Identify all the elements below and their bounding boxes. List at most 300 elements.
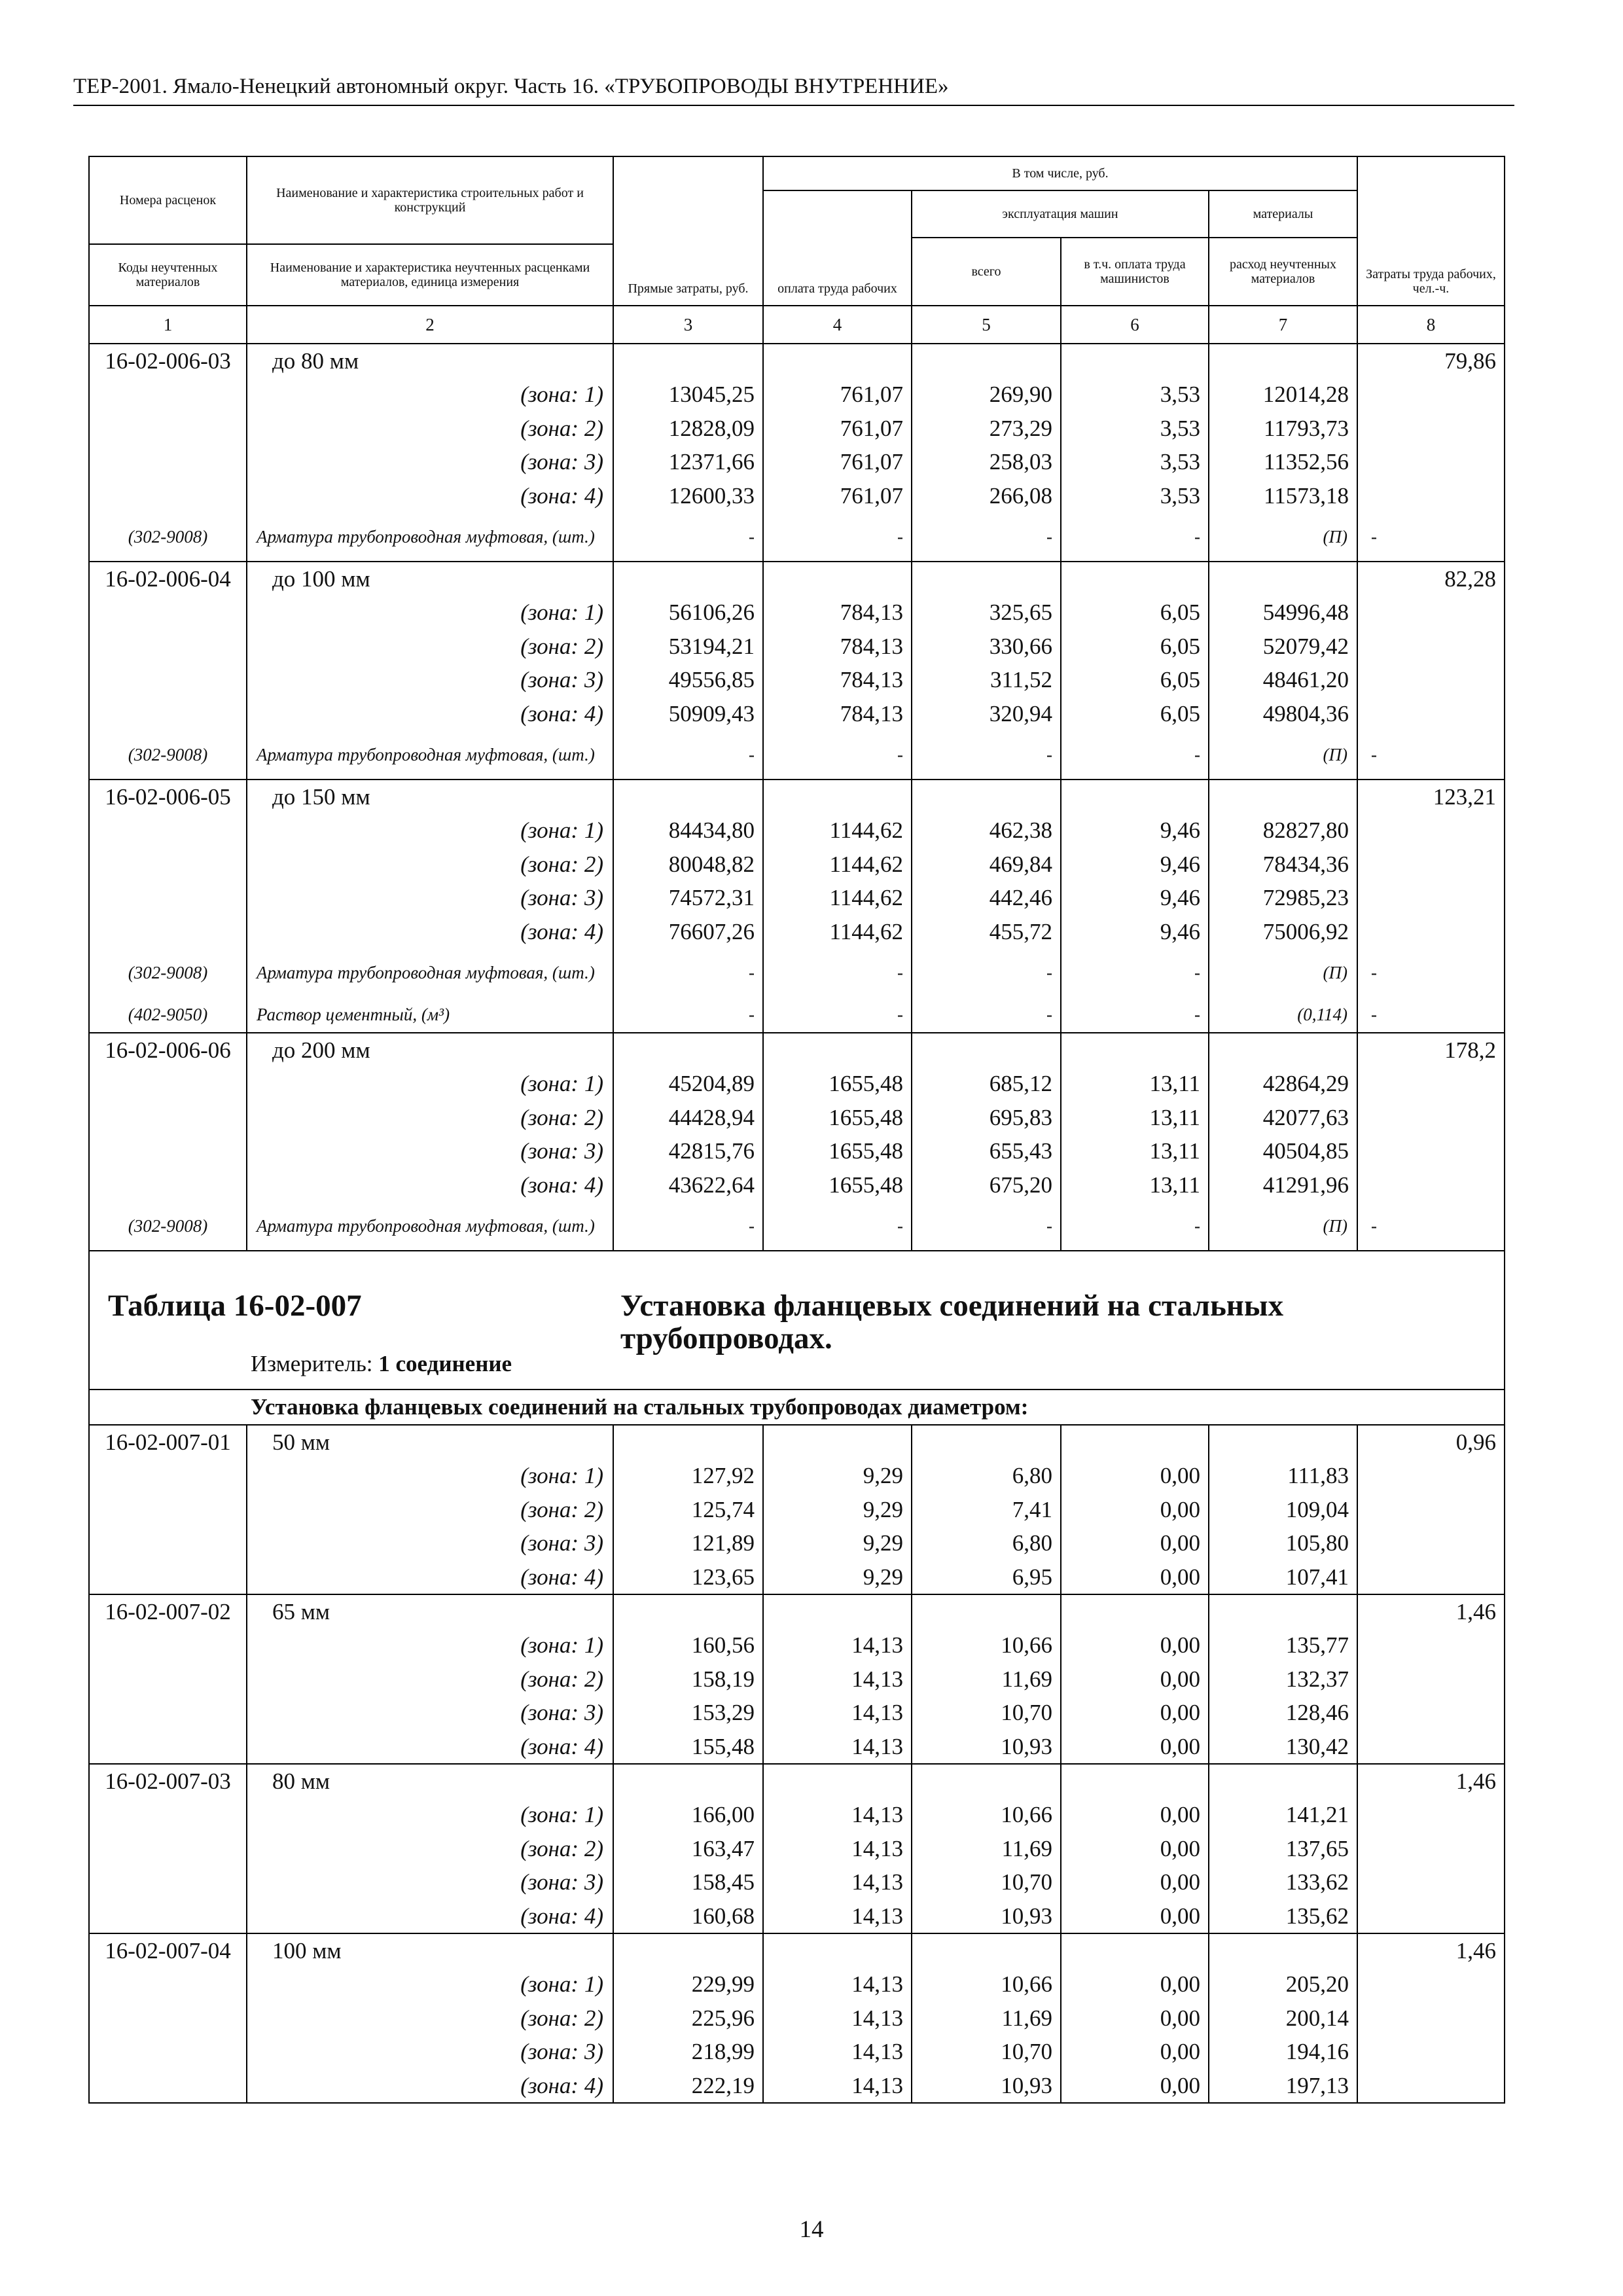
- materials-cost: 205,20: [1209, 1967, 1357, 2001]
- labor-cost: 82,28: [1357, 562, 1505, 596]
- zone-label: (зона: 3): [247, 445, 613, 479]
- empty-cell: [912, 344, 1061, 378]
- dash-cell: -: [763, 948, 912, 997]
- empty-cell: [1357, 2001, 1505, 2036]
- material-row: [89, 730, 1505, 780]
- empty-cell: [613, 1594, 763, 1628]
- empty-cell: [1357, 697, 1505, 731]
- materials-cost: 42864,29: [1209, 1067, 1357, 1101]
- materials-cost: 107,41: [1209, 1560, 1357, 1595]
- column-number: 1: [89, 306, 247, 344]
- workers-pay: 761,07: [763, 445, 912, 479]
- direct-cost: 123,65: [613, 1560, 763, 1595]
- machines-total: 266,08: [912, 479, 1061, 513]
- column-number: 5: [912, 306, 1061, 344]
- empty-cell: [1357, 479, 1505, 513]
- direct-cost: 12600,33: [613, 479, 763, 513]
- material-name: Арматура трубопроводная муфтовая, (шт.): [247, 1202, 613, 1251]
- header-machines-total: всего: [912, 238, 1061, 306]
- workers-pay: 14,13: [763, 1899, 912, 1934]
- material-row: [89, 997, 1505, 1033]
- materials-cost: 137,65: [1209, 1832, 1357, 1866]
- machines-total: 330,66: [912, 630, 1061, 664]
- machinists-pay: 6,05: [1061, 630, 1209, 664]
- empty-cell: [763, 1425, 912, 1459]
- direct-cost: 12828,09: [613, 412, 763, 446]
- empty-cell: [613, 780, 763, 814]
- rate-code: 16-02-006-05: [89, 780, 247, 814]
- labor-cost: 123,21: [1357, 780, 1505, 814]
- header-machines: эксплуатация машин: [912, 190, 1209, 238]
- rate-code: 16-02-007-01: [89, 1425, 247, 1459]
- dash-cell: -: [1357, 1202, 1505, 1251]
- zone-row: [89, 2001, 1505, 2036]
- machinists-pay: 6,05: [1061, 697, 1209, 731]
- rate-name: до 80 мм: [247, 344, 613, 378]
- zone-row: [89, 1493, 1505, 1527]
- column-number: 8: [1357, 306, 1505, 344]
- empty-cell: [1357, 1101, 1505, 1135]
- empty-cell: [1357, 663, 1505, 697]
- zone-row: [89, 1967, 1505, 2001]
- zone-label: (зона: 4): [247, 915, 613, 949]
- direct-cost: 127,92: [613, 1459, 763, 1493]
- zone-label: (зона: 4): [247, 2069, 613, 2104]
- empty-cell: [613, 344, 763, 378]
- empty-cell: [1357, 1730, 1505, 1765]
- zone-row: [89, 445, 1505, 479]
- empty-cell: [89, 663, 247, 697]
- empty-cell: [1357, 1067, 1505, 1101]
- material-row: [89, 512, 1505, 562]
- machines-total: 685,12: [912, 1067, 1061, 1101]
- empty-cell: [1061, 1033, 1209, 1067]
- dash-cell: -: [1357, 730, 1505, 780]
- direct-cost: 225,96: [613, 2001, 763, 2036]
- empty-cell: [89, 1134, 247, 1168]
- rate-code: 16-02-006-04: [89, 562, 247, 596]
- material-name: Раствор цементный, (м³): [247, 997, 613, 1033]
- machinists-pay: 3,53: [1061, 412, 1209, 446]
- machinists-pay: 0,00: [1061, 1967, 1209, 2001]
- workers-pay: 14,13: [763, 1696, 912, 1730]
- zone-label: (зона: 2): [247, 412, 613, 446]
- zone-label: (зона: 4): [247, 1730, 613, 1765]
- zone-row: [89, 1899, 1505, 1934]
- zone-row: [89, 2069, 1505, 2104]
- materials-cost: 52079,42: [1209, 630, 1357, 664]
- machinists-pay: 0,00: [1061, 1899, 1209, 1934]
- zone-label: (зона: 3): [247, 1865, 613, 1899]
- materials-cost: 54996,48: [1209, 596, 1357, 630]
- column-number: 3: [613, 306, 763, 344]
- header-workers-pay: оплата труда рабочих: [763, 190, 912, 306]
- zone-label: (зона: 3): [247, 1696, 613, 1730]
- workers-pay: 761,07: [763, 479, 912, 513]
- zone-label: (зона: 2): [247, 630, 613, 664]
- direct-cost: 121,89: [613, 1526, 763, 1560]
- direct-cost: 158,45: [613, 1865, 763, 1899]
- page-header: ТЕР-2001. Ямало-Ненецкий автономный округ. Часть 16. «ТРУБОПРОВОДЫ ВНУТРЕННИЕ»: [73, 75, 949, 98]
- materials-cost: 135,62: [1209, 1899, 1357, 1934]
- labor-cost: 1,46: [1357, 1764, 1505, 1798]
- empty-cell: [1061, 1764, 1209, 1798]
- materials-cost: 72985,23: [1209, 881, 1357, 915]
- zone-label: (зона: 4): [247, 1168, 613, 1202]
- workers-pay: 784,13: [763, 697, 912, 731]
- material-quantity: (П): [1209, 730, 1357, 780]
- empty-cell: [1209, 1594, 1357, 1628]
- empty-cell: [912, 1425, 1061, 1459]
- zone-row: [89, 663, 1505, 697]
- dash-cell: -: [763, 1202, 912, 1251]
- empty-cell: [1357, 1967, 1505, 2001]
- materials-cost: 200,14: [1209, 2001, 1357, 2036]
- empty-cell: [763, 1594, 912, 1628]
- dash-cell: -: [613, 948, 763, 997]
- direct-cost: 76607,26: [613, 915, 763, 949]
- header-name-top: Наименование и характеристика строительных работ и конструкций: [247, 156, 613, 244]
- dash-cell: -: [1061, 948, 1209, 997]
- materials-cost: 130,42: [1209, 1730, 1357, 1765]
- dash-cell: -: [1357, 512, 1505, 562]
- labor-cost: 178,2: [1357, 1033, 1505, 1067]
- direct-cost: 218,99: [613, 2035, 763, 2069]
- zone-label: (зона: 1): [247, 596, 613, 630]
- empty-cell: [89, 1899, 247, 1934]
- header-including: В том числе, руб.: [763, 156, 1357, 190]
- empty-cell: [1061, 344, 1209, 378]
- rate-code: 16-02-006-06: [89, 1033, 247, 1067]
- empty-cell: [89, 697, 247, 731]
- zone-label: (зона: 1): [247, 1459, 613, 1493]
- direct-cost: 56106,26: [613, 596, 763, 630]
- machines-total: 269,90: [912, 378, 1061, 412]
- zone-label: (зона: 3): [247, 1134, 613, 1168]
- empty-cell: [89, 1459, 247, 1493]
- workers-pay: 1144,62: [763, 814, 912, 848]
- empty-cell: [763, 1033, 912, 1067]
- material-row: [89, 948, 1505, 997]
- machines-total: 10,66: [912, 1628, 1061, 1662]
- empty-cell: [1061, 780, 1209, 814]
- rate-code: 16-02-007-04: [89, 1933, 247, 1967]
- machinists-pay: 9,46: [1061, 814, 1209, 848]
- empty-cell: [89, 412, 247, 446]
- zone-label: (зона: 2): [247, 1662, 613, 1696]
- direct-cost: 160,56: [613, 1628, 763, 1662]
- rate-item-row: [89, 1033, 1505, 1067]
- header-direct-costs: Прямые затраты, руб.: [613, 156, 763, 306]
- empty-cell: [89, 378, 247, 412]
- zone-row: [89, 697, 1505, 731]
- rate-item-row: [89, 780, 1505, 814]
- header-machinists-pay: в т.ч. оплата труда машинистов: [1061, 238, 1209, 306]
- direct-cost: 49556,85: [613, 663, 763, 697]
- empty-cell: [1061, 1425, 1209, 1459]
- materials-cost: 78434,36: [1209, 848, 1357, 882]
- machines-total: 462,38: [912, 814, 1061, 848]
- dash-cell: -: [912, 730, 1061, 780]
- material-name: Арматура трубопроводная муфтовая, (шт.): [247, 948, 613, 997]
- rates-table-container: [88, 156, 1504, 2104]
- material-code: (302-9008): [89, 512, 247, 562]
- machinists-pay: 0,00: [1061, 1628, 1209, 1662]
- dash-cell: -: [1061, 1202, 1209, 1251]
- material-code: (402-9050): [89, 997, 247, 1033]
- column-number: 7: [1209, 306, 1357, 344]
- zone-row: [89, 1696, 1505, 1730]
- workers-pay: 1655,48: [763, 1168, 912, 1202]
- empty-cell: [1209, 1425, 1357, 1459]
- zone-label: (зона: 4): [247, 697, 613, 731]
- machines-total: 675,20: [912, 1168, 1061, 1202]
- dash-cell: -: [1357, 997, 1505, 1033]
- empty-cell: [763, 562, 912, 596]
- zone-row: [89, 1662, 1505, 1696]
- machines-total: 273,29: [912, 412, 1061, 446]
- zone-label: (зона: 1): [247, 1967, 613, 2001]
- machines-total: 442,46: [912, 881, 1061, 915]
- zone-row: [89, 915, 1505, 949]
- measure-label: Измеритель:: [251, 1351, 373, 1376]
- material-quantity: (П): [1209, 948, 1357, 997]
- header-name-bottom: Наименование и характеристика неучтенных расценками материалов, единица измерения: [247, 244, 613, 306]
- empty-cell: [613, 1033, 763, 1067]
- machines-total: 11,69: [912, 1832, 1061, 1866]
- zone-row: [89, 1865, 1505, 1899]
- workers-pay: 784,13: [763, 596, 912, 630]
- machines-total: 11,69: [912, 2001, 1061, 2036]
- machinists-pay: 0,00: [1061, 1493, 1209, 1527]
- workers-pay: 9,29: [763, 1526, 912, 1560]
- machines-total: 11,69: [912, 1662, 1061, 1696]
- workers-pay: 1655,48: [763, 1067, 912, 1101]
- rate-item-row: [89, 344, 1505, 378]
- machines-total: 6,80: [912, 1459, 1061, 1493]
- empty-cell: [1357, 2069, 1505, 2104]
- empty-cell: [89, 630, 247, 664]
- material-quantity: (П): [1209, 1202, 1357, 1251]
- workers-pay: 9,29: [763, 1560, 912, 1595]
- materials-cost: 194,16: [1209, 2035, 1357, 2069]
- machinists-pay: 13,11: [1061, 1134, 1209, 1168]
- zone-label: (зона: 3): [247, 881, 613, 915]
- machinists-pay: 6,05: [1061, 596, 1209, 630]
- zone-row: [89, 1134, 1505, 1168]
- workers-pay: 1144,62: [763, 848, 912, 882]
- direct-cost: 80048,82: [613, 848, 763, 882]
- rate-name: 65 мм: [247, 1594, 613, 1628]
- material-quantity: (0,114): [1209, 997, 1357, 1033]
- empty-cell: [1357, 1459, 1505, 1493]
- machinists-pay: 0,00: [1061, 2069, 1209, 2104]
- machines-total: 10,70: [912, 2035, 1061, 2069]
- zone-label: (зона: 1): [247, 378, 613, 412]
- zone-row: [89, 412, 1505, 446]
- machinists-pay: 13,11: [1061, 1101, 1209, 1135]
- direct-cost: 222,19: [613, 2069, 763, 2104]
- materials-cost: 75006,92: [1209, 915, 1357, 949]
- machinists-pay: 0,00: [1061, 2001, 1209, 2036]
- empty-cell: [89, 814, 247, 848]
- empty-cell: [89, 1798, 247, 1832]
- zone-label: (зона: 4): [247, 1560, 613, 1595]
- dash-cell: -: [1061, 730, 1209, 780]
- zone-row: [89, 1832, 1505, 1866]
- materials-cost: 133,62: [1209, 1865, 1357, 1899]
- empty-cell: [1357, 630, 1505, 664]
- empty-cell: [763, 1933, 912, 1967]
- workers-pay: 14,13: [763, 2069, 912, 2104]
- direct-cost: 84434,80: [613, 814, 763, 848]
- direct-cost: 160,68: [613, 1899, 763, 1934]
- zone-row: [89, 1730, 1505, 1765]
- direct-cost: 43622,64: [613, 1168, 763, 1202]
- empty-cell: [89, 1168, 247, 1202]
- dash-cell: -: [763, 997, 912, 1033]
- empty-cell: [89, 596, 247, 630]
- material-quantity: (П): [1209, 512, 1357, 562]
- material-code: (302-9008): [89, 1202, 247, 1251]
- machinists-pay: 3,53: [1061, 378, 1209, 412]
- machinists-pay: 0,00: [1061, 1798, 1209, 1832]
- machines-total: 6,95: [912, 1560, 1061, 1595]
- empty-cell: [1357, 1526, 1505, 1560]
- empty-cell: [912, 1933, 1061, 1967]
- machines-total: 258,03: [912, 445, 1061, 479]
- material-code: (302-9008): [89, 730, 247, 780]
- materials-cost: 41291,96: [1209, 1168, 1357, 1202]
- rates-table: [88, 156, 1505, 2104]
- direct-cost: 42815,76: [613, 1134, 763, 1168]
- machinists-pay: 0,00: [1061, 1696, 1209, 1730]
- zone-label: (зона: 3): [247, 1526, 613, 1560]
- empty-cell: [1357, 1493, 1505, 1527]
- empty-cell: [89, 2035, 247, 2069]
- empty-cell: [89, 1560, 247, 1595]
- workers-pay: 14,13: [763, 1662, 912, 1696]
- workers-pay: 14,13: [763, 1967, 912, 2001]
- dash-cell: -: [613, 730, 763, 780]
- rates-section-16-02-007: [89, 1425, 1505, 2103]
- zone-row: [89, 1560, 1505, 1595]
- machines-total: 469,84: [912, 848, 1061, 882]
- direct-cost: 12371,66: [613, 445, 763, 479]
- header-materials-usage: расход неучтенных материалов: [1209, 238, 1357, 306]
- dash-cell: -: [763, 512, 912, 562]
- dash-cell: -: [763, 730, 912, 780]
- dash-cell: -: [613, 1202, 763, 1251]
- dash-cell: -: [912, 948, 1061, 997]
- dash-cell: -: [613, 512, 763, 562]
- header-materials: материалы: [1209, 190, 1357, 238]
- direct-cost: 44428,94: [613, 1101, 763, 1135]
- header-labor-costs: Затраты труда рабочих, чел.-ч.: [1357, 156, 1505, 306]
- materials-cost: 11573,18: [1209, 479, 1357, 513]
- labor-cost: 79,86: [1357, 344, 1505, 378]
- empty-cell: [1357, 445, 1505, 479]
- zone-label: (зона: 2): [247, 2001, 613, 2036]
- zone-row: [89, 596, 1505, 630]
- empty-cell: [1357, 596, 1505, 630]
- empty-cell: [1209, 1033, 1357, 1067]
- materials-cost: 82827,80: [1209, 814, 1357, 848]
- dash-cell: -: [1061, 512, 1209, 562]
- machinists-pay: 0,00: [1061, 1459, 1209, 1493]
- materials-cost: 128,46: [1209, 1696, 1357, 1730]
- empty-cell: [912, 1033, 1061, 1067]
- header-code-bottom: Коды неучтенных материалов: [89, 244, 247, 306]
- empty-cell: [912, 1594, 1061, 1628]
- empty-cell: [1357, 915, 1505, 949]
- empty-cell: [613, 1764, 763, 1798]
- empty-cell: [89, 1730, 247, 1765]
- header-code-top: Номера расценок: [89, 156, 247, 244]
- machinists-pay: 13,11: [1061, 1067, 1209, 1101]
- rate-code: 16-02-007-02: [89, 1594, 247, 1628]
- empty-cell: [89, 848, 247, 882]
- empty-cell: [1061, 1933, 1209, 1967]
- dash-cell: -: [1357, 948, 1505, 997]
- empty-cell: [1357, 814, 1505, 848]
- rate-item-row: [89, 562, 1505, 596]
- empty-cell: [1357, 378, 1505, 412]
- zone-label: (зона: 3): [247, 663, 613, 697]
- rate-item-row: [89, 1425, 1505, 1459]
- materials-cost: 42077,63: [1209, 1101, 1357, 1135]
- machinists-pay: 0,00: [1061, 1662, 1209, 1696]
- zone-label: (зона: 1): [247, 814, 613, 848]
- workers-pay: 761,07: [763, 378, 912, 412]
- machines-total: 10,93: [912, 1730, 1061, 1765]
- machinists-pay: 0,00: [1061, 1730, 1209, 1765]
- zone-row: [89, 1628, 1505, 1662]
- table-16-02-007-heading: [89, 1251, 1505, 1425]
- empty-cell: [1357, 1168, 1505, 1202]
- machines-total: 7,41: [912, 1493, 1061, 1527]
- zone-label: (зона: 2): [247, 1101, 613, 1135]
- rate-item-row: [89, 1764, 1505, 1798]
- empty-cell: [763, 780, 912, 814]
- zone-label: (зона: 1): [247, 1067, 613, 1101]
- materials-cost: 48461,20: [1209, 663, 1357, 697]
- machinists-pay: 0,00: [1061, 1560, 1209, 1595]
- empty-cell: [1061, 1594, 1209, 1628]
- workers-pay: 1655,48: [763, 1134, 912, 1168]
- machines-total: 455,72: [912, 915, 1061, 949]
- empty-cell: [89, 2001, 247, 2036]
- zone-label: (зона: 4): [247, 479, 613, 513]
- empty-cell: [1209, 344, 1357, 378]
- machinists-pay: 9,46: [1061, 848, 1209, 882]
- rate-code: 16-02-006-03: [89, 344, 247, 378]
- direct-cost: 50909,43: [613, 697, 763, 731]
- machines-total: 6,80: [912, 1526, 1061, 1560]
- zone-label: (зона: 4): [247, 1899, 613, 1934]
- empty-cell: [89, 2069, 247, 2104]
- direct-cost: 125,74: [613, 1493, 763, 1527]
- rate-name: 80 мм: [247, 1764, 613, 1798]
- dash-cell: -: [912, 1202, 1061, 1251]
- machines-total: 311,52: [912, 663, 1061, 697]
- empty-cell: [1209, 1933, 1357, 1967]
- empty-cell: [1209, 562, 1357, 596]
- direct-cost: 166,00: [613, 1798, 763, 1832]
- machines-total: 10,66: [912, 1967, 1061, 2001]
- materials-cost: 40504,85: [1209, 1134, 1357, 1168]
- machinists-pay: 0,00: [1061, 1832, 1209, 1866]
